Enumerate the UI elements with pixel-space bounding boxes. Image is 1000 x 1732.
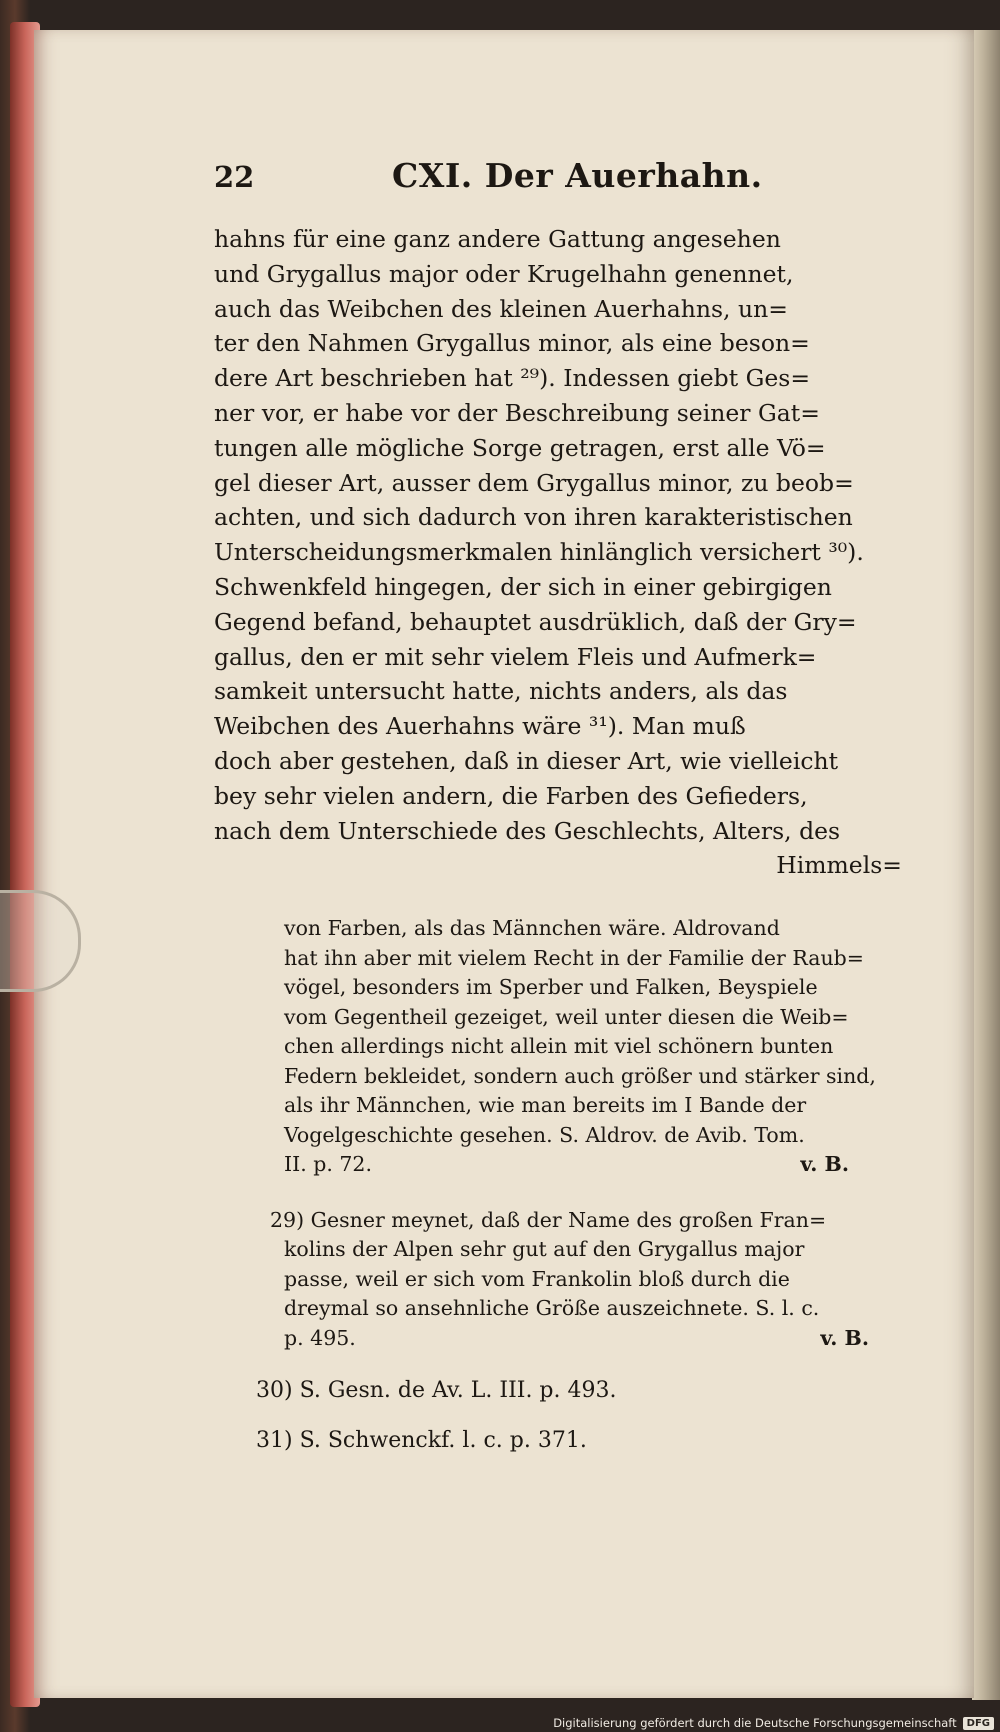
footnote-line: Federn bekleidet, sondern auch größer und stärker sind, [284, 1063, 876, 1088]
footnote-line [284, 1150, 909, 1180]
footnote-line: passe, weil er sich vom Frankolin bloß durch die [284, 1266, 790, 1291]
page-edge [972, 30, 1000, 1700]
body-line: samkeit untersucht hatte, nichts anders, als das [214, 677, 788, 706]
credit-text: Digitalisierung gefördert durch die Deutsche Forschungsgemeinschaft [553, 1716, 957, 1730]
catchword: Himmels= [776, 851, 902, 880]
body-line: ter den Nahmen Grygallus minor, als eine beson= [214, 329, 810, 358]
body-line: und Grygallus major oder Krugelhahn genennet, [214, 259, 794, 288]
body-line: Schwenkfeld hingegen, der sich in einer gebirgigen [214, 572, 832, 601]
body-line: gel dieser Art, ausser dem Grygallus minor, zu beob= [214, 468, 854, 497]
footnote-29 [270, 1206, 909, 1354]
page-number: 22 [214, 160, 255, 194]
body-line: hahns für eine ganz andere Gattung angesehen [214, 225, 781, 253]
body-line: auch das Weibchen des kleinen Auerhahns, un= [214, 294, 788, 323]
body-line: nach dem Unterschiede des Geschlechts, Alters, des [214, 816, 841, 845]
digitization-credit [553, 1716, 994, 1730]
footnote-line: vom Gegentheil gezeiget, weil unter diesen die Weib= [284, 1004, 849, 1029]
body-line: dere Art beschrieben hat ²⁹). Indessen giebt Ges= [214, 364, 811, 393]
footnote-line [284, 1324, 909, 1354]
footnotes [256, 914, 909, 1457]
body-text [214, 222, 904, 848]
body-line: Unterscheidungsmerkmalen hinlänglich versichert ³⁰). [214, 538, 864, 567]
body-line: bey sehr vielen andern, die Farben des Gefieders, [214, 781, 808, 810]
footnote-30: 30) S. Gesn. de Av. L. III. p. 493. [256, 1378, 617, 1404]
body-line: gallus, den er mit sehr vielem Fleis und Aufmerk= [214, 642, 817, 671]
body-line: Weibchen des Auerhahns wäre ³¹). Man muß [214, 712, 746, 741]
footnote-31: 31) S. Schwenckf. l. c. p. 371. [256, 1428, 587, 1454]
footnote-line: als ihr Männchen, wie man bereits im I Bande der [284, 1093, 807, 1118]
footnote-continued [284, 914, 909, 1180]
body-line: ner vor, er habe vor der Beschreibung seiner Gat= [214, 398, 820, 427]
dfg-logo: DFG [963, 1717, 994, 1730]
footnote-line-text: p. 495. [284, 1325, 356, 1350]
body-line: tungen alle mögliche Sorge getragen, erst alle Vö= [214, 433, 826, 462]
body-line: achten, und sich dadurch von ihren karakteristischen [214, 503, 853, 532]
footnote-line: hat ihn aber mit vielem Recht in der Familie der Raub= [284, 945, 864, 970]
footnote-signature: v. B. [800, 1152, 849, 1177]
running-title: CXI. Der Auerhahn. [392, 156, 763, 195]
body-line: doch aber gestehen, daß in dieser Art, wie vielleicht [214, 746, 839, 775]
footnote-line: chen allerdings nicht allein mit viel schönern bunten [284, 1034, 834, 1059]
footnote-line: vögel, besonders im Sperber und Falken, Beyspiele [284, 975, 818, 1000]
page-header [214, 156, 914, 208]
footnote-line: 29) Gesner meynet, daß der Name des großen Fran= [270, 1207, 827, 1232]
footnote-signature: v. B. [820, 1325, 869, 1350]
page-content [214, 156, 914, 1457]
footnote-line: von Farben, als das Männchen wäre. Aldrovand [284, 916, 780, 941]
body-line: Gegend befand, behauptet ausdrüklich, daß der Gry= [214, 607, 857, 636]
footnote-line: kolins der Alpen sehr gut auf den Grygallus major [284, 1237, 805, 1262]
footnote-line-text: II. p. 72. [284, 1152, 372, 1177]
footnote-line: dreymal so ansehnliche Größe auszeichnete. S. l. c. [284, 1296, 820, 1321]
footnote-line: Vogelgeschichte gesehen. S. Aldrov. de Avib. Tom. [284, 1122, 805, 1147]
